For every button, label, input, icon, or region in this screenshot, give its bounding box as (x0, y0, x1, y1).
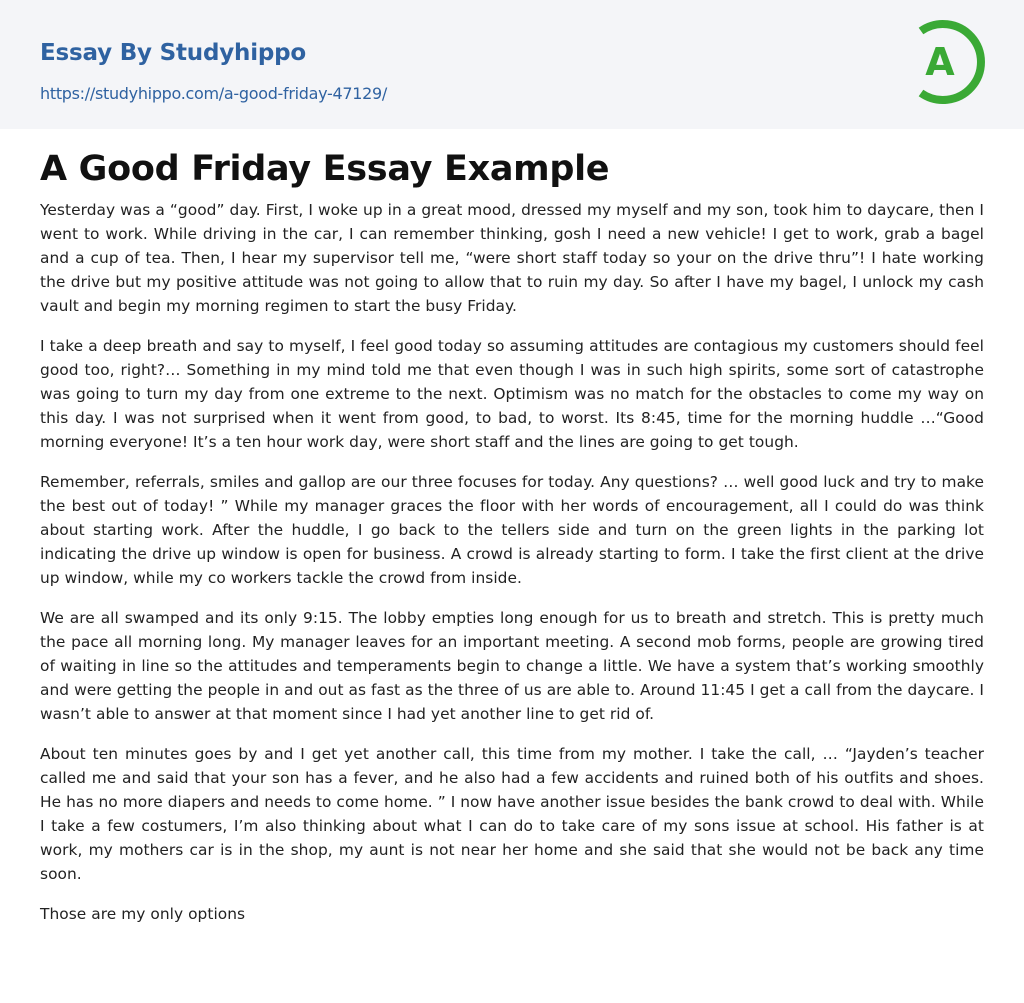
essay-url-link[interactable]: https://studyhippo.com/a-good-friday-47129/ (40, 84, 387, 103)
essay-paragraph: About ten minutes goes by and I get yet another call, this time from my mother. I take the call, … “Jayden’s teacher called me and said that your son has a fever, and he also had a few accidents and ruined both of his outfits and shoes. He has no more diapers and needs to come home. ” I now have another issue besides the bank crowd to deal with. While I take a few costumers, I’m also thinking about what I can do to take care of my sons issue at school. His father is at work, my mothers car is in the shop, my aunt is not near her home and she said that she would not be back any time soon. (40, 745, 984, 883)
essay-paragraph: I take a deep breath and say to myself, I feel good today so assuming attitudes are contagious my customers should feel good too, right?… Something in my mind told me that even though I was in such high spirits, some sort of catastrophe was going to turn my day from one extreme to the next. Optimism was no match for the obstacles to come my way on this day. I was not surprised when it went from good, to bad, to worst. Its 8:45, time for the morning huddle …“Good morning everyone! It’s a ten hour work day, were short staff and the lines are going to get tough. (40, 337, 984, 451)
brand-title[interactable]: Essay By Studyhippo (40, 40, 307, 66)
essay-paragraph: Those are my only options (40, 905, 246, 923)
essay-paragraph: We are all swamped and its only 9:15. The lobby empties long enough for us to breath and stretch. This is pretty much the pace all morning long. My manager leaves for an important meeting. A second mob forms, people are growing tired of waiting in line so the attitudes and temperaments begin to change a little. We have a system that’s working smoothly and were getting the people in and out as fast as the three of us are able to. Around 11:45 I get a call from the daycare. I wasn’t able to answer at that moment since I had yet another line to get rid of. (40, 609, 984, 723)
essay-paragraph: Yesterday was a “good” day. First, I woke up in a great mood, dressed my myself and my son, took him to daycare, then I went to work. While driving in the car, I can remember thinking, gosh I need a new vehicle! I get to work, grab a bagel and a cup of tea. Then, I hear my supervisor tell me, “were short staff today so your on the drive thru”! I hate working the drive but my positive attitude was not going to allow that to ruin my day. So after I have my bagel, I unlock my cash vault and begin my morning regimen to start the busy Friday. (40, 201, 984, 315)
essay-content (0, 147, 1024, 926)
essay-body (40, 198, 984, 926)
studyhippo-logo-icon[interactable] (909, 17, 989, 107)
page-title: A Good Friday Essay Example (40, 149, 610, 189)
logo-letter: A (925, 40, 955, 84)
site-header (0, 0, 1024, 129)
essay-paragraph: Remember, referrals, smiles and gallop are our three focuses for today. Any questions? … well good luck and try to make the best out of today! ” While my manager graces the floor with her words of encouragement, all I could do was think about starting work. After the huddle, I go back to the tellers side and turn on the green lights in the parking lot indicating the drive up window is open for business. A crowd is already starting to form. I take the first client at the drive up window, while my co workers tackle the crowd from inside. (40, 473, 984, 587)
